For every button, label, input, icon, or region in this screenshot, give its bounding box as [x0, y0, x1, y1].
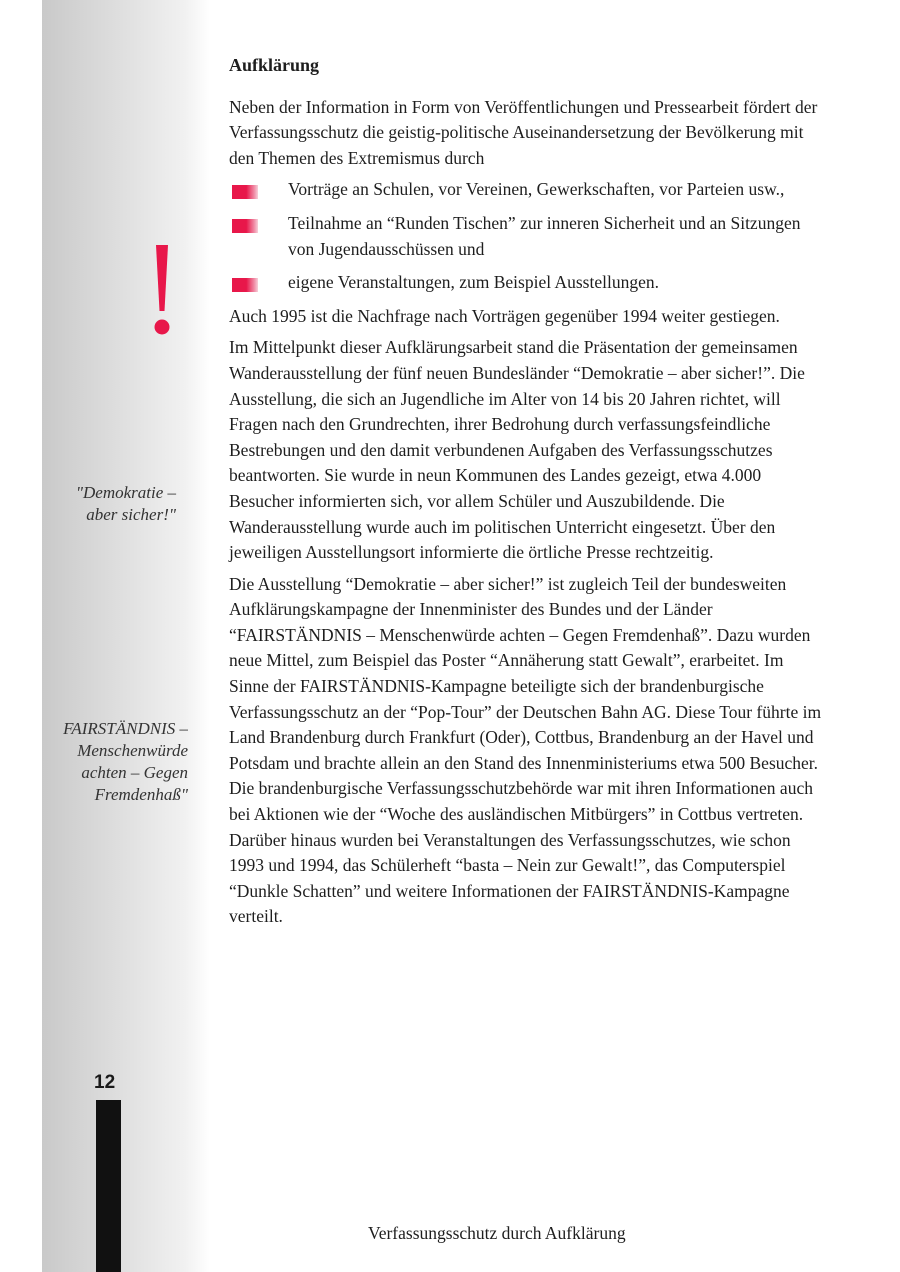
body-paragraph: Im Mittelpunkt dieser Aufklärungsarbeit stand die Präsentation der gemeinsamen Wanderausstellung der fünf neuen Bundesländer “Demokratie – aber sicher!”. Die Ausstellung, die sich an Jugendliche im Alter von 14 bis 20 Jahren richtet, will Fragen nach den Grundrechten, ihrer Bedrohung durch verfassungsfeindliche Bestrebungen und den damit verbundenen Aufgaben des Verfassungsschutzes beantworten. Sie wurde in neun Kommunen des Landes gezeigt, etwa 4.000 Besucher informierten sich, vor allem Schüler und Auszubildende. Die Wanderausstellung wurde auch im politischen Unterricht eingesetzt. Über den jeweiligen Ausstellungsort informierte die örtliche Presse rechtzeitig. [229, 337, 805, 563]
running-footer: Verfassungsschutz durch Aufklärung [368, 1223, 626, 1243]
side-note-line: "Demokratie – [75, 483, 176, 502]
page-number-bar [96, 1100, 121, 1272]
list-item [229, 270, 822, 296]
page-number: 12 [94, 1072, 116, 1093]
sidebar [42, 0, 210, 1272]
exclamation-icon [140, 245, 184, 340]
page-margin [0, 0, 42, 1272]
bullet-list [229, 177, 822, 295]
side-note-line: aber sicher!" [86, 505, 176, 524]
bullet-marker-icon [232, 278, 258, 292]
side-note-demokratie [16, 482, 176, 526]
body-paragraph: Die Ausstellung “Demokratie – aber sicher!” ist zugleich Teil der bundesweiten Aufklärungskampagne der Innenminister des Bundes und der Länder “FAIRSTÄNDNIS – Menschenwürde achten – Gegen Fremdenhaß”. Dazu wurden neue Mittel, zum Beispiel das Poster “Annäherung statt Gewalt”, erarbeitet. Im Sinne der FAIRSTÄNDNIS-Kampagne beteiligte sich der brandenburgische Verfassungsschutz an der “Pop-Tour” der Deutschen Bahn AG. Diese Tour führte im Land Brandenburg durch Frankfurt (Oder), Cottbus, Brandenburg an der Havel und Potsdam und brachte allein an den Stand des Innenministeriums etwa 500 Besucher. Die brandenburgische Verfassungsschutzbehörde war mit ihren Informationen auch bei Aktionen wie der “Woche des ausländischen Mitbürgers” in Cottbus vertreten. Darüber hinaus wurden bei Veranstaltungen des Verfassungsschutzes, wie schon 1993 und 1994, das Schülerheft “basta – Nein zur Gewalt!”, das Computerspiel “Dunkle Schatten” und weitere Informationen der FAIRSTÄNDNIS-Kampagne verteilt. [229, 573, 822, 927]
side-note-line: FAIRSTÄNDNIS – [63, 719, 188, 738]
side-note-line: achten – Gegen [81, 763, 188, 782]
list-item [229, 177, 822, 203]
side-note-fairstaendnis [8, 718, 188, 806]
side-note-line: Fremdenhaß" [94, 785, 188, 804]
section-heading: Aufklärung [229, 55, 320, 75]
list-item-text: Teilnahme an “Runden Tischen” zur inneren Sicherheit und an Sitzungen von Jugendausschüssen und [288, 212, 801, 259]
list-item-text: Vorträge an Schulen, vor Vereinen, Gewerkschaften, vor Parteien usw., [288, 179, 785, 200]
main-content [229, 53, 822, 936]
side-note-line: Menschenwürde [77, 741, 188, 760]
list-item-text: eigene Veranstaltungen, zum Beispiel Ausstellungen. [288, 272, 659, 293]
intro-paragraph: Neben der Information in Form von Veröffentlichungen und Pressearbeit fördert der Verfassungsschutz die geistig-politische Auseinandersetzung der Bevölkerung mit den Themen des Extremismus durch [229, 96, 818, 168]
bullet-marker-icon [232, 219, 258, 233]
bullet-marker-icon [232, 185, 258, 199]
body-paragraph: Auch 1995 ist die Nachfrage nach Vorträgen gegenüber 1994 weiter gestiegen. [229, 305, 780, 326]
list-item [229, 211, 822, 262]
